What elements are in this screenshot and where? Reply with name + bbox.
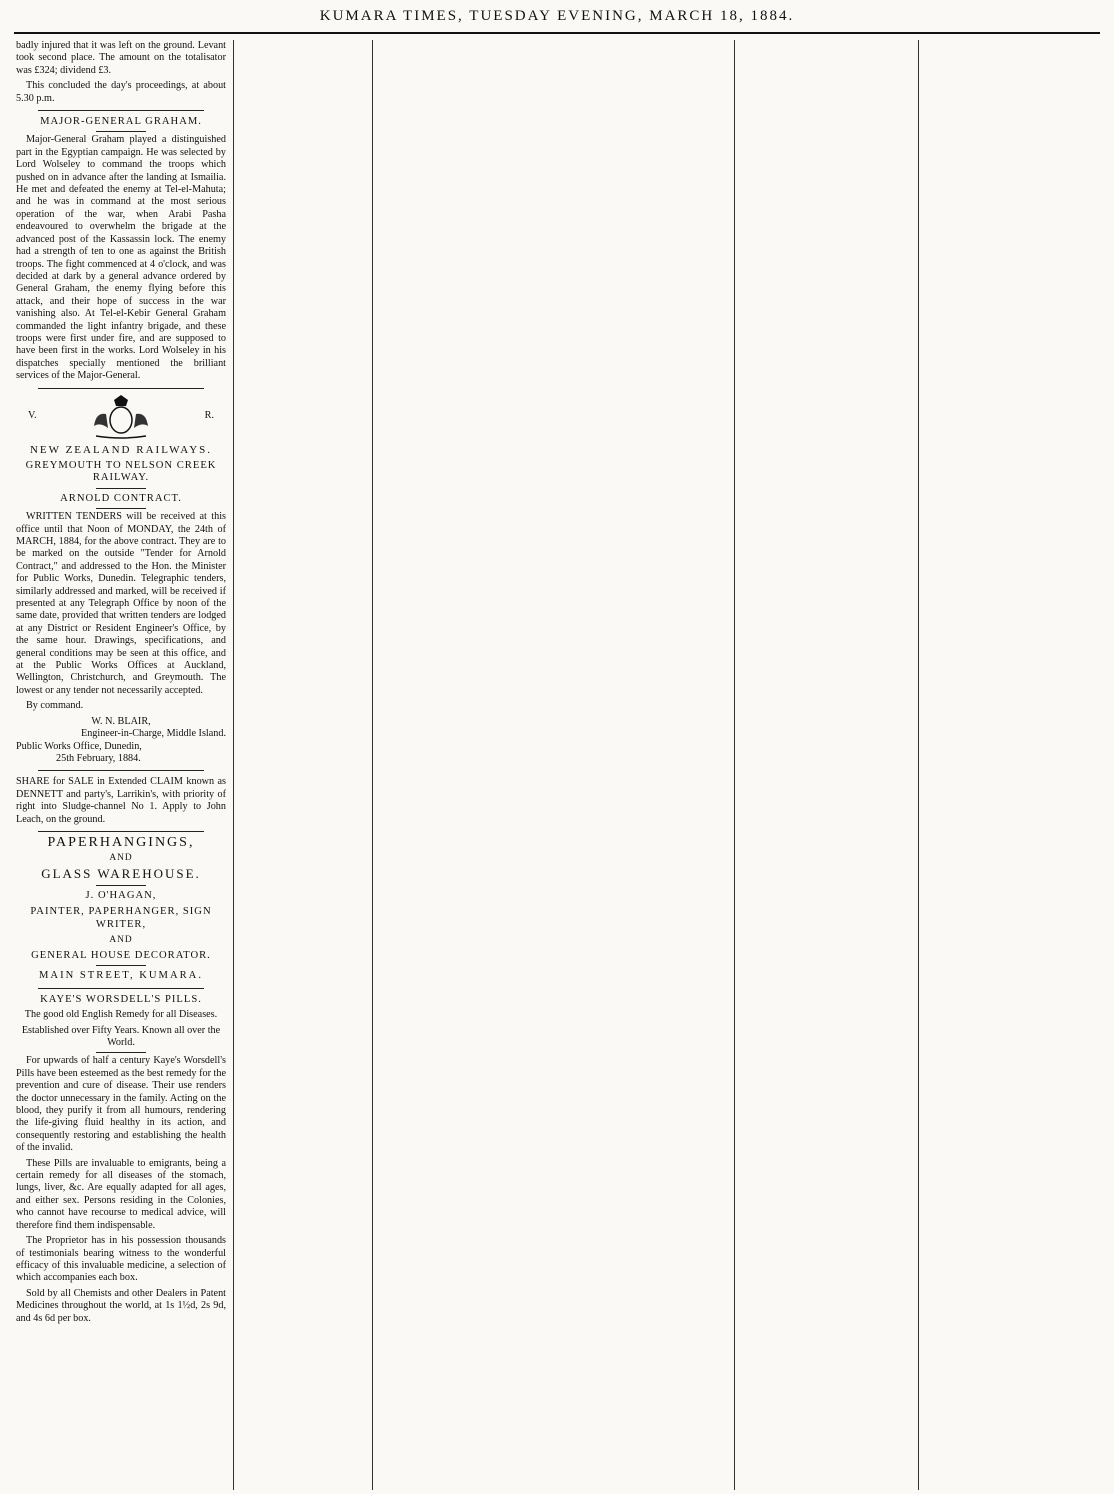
column-1 [16,40,226,1490]
ohagan-role2: GENERAL HOUSE DECORATOR. [31,949,211,961]
kaye-body-3: The Proprietor has in his possession thousands of testimonials bearing witness to the wonderful efficacy of this invaluable medicine, a selection of which accompanies each box. [16,1235,226,1284]
separator [38,770,204,771]
nzr-subtitle: GREYMOUTH TO NELSON CREEK RAILWAY. [25,459,217,484]
kaye-title: KAYE'S WORSDELL'S PILLS. [40,993,202,1005]
nzr-place: Public Works Office, Dunedin, [16,740,142,752]
nzr-date: 25th February, 1884. [56,752,141,764]
nzr-signature-title: Engineer-in-Charge, Middle Island. [80,728,226,740]
ohagan-and: AND [109,934,133,945]
nzr-body: WRITTEN TENDERS will be received at this office until that Noon of MONDAY, the 24th of MARCH, 1884, for the above contract. They are to be marked on the outside "Tender for Arnold Contract," and addressed to the Hon. the Minister for Public Works, Dunedin. Telegraphic tenders, similarly addressed and marked, will be received if presented at any Telegraph Office by noon of the same date, provided that written tenders are lodged at any District or Resident Engineer's Office, by the same hour. Drawings, specifications, and general conditions may be seen at this office, and at the Public Works Offices at Auckland, Wellington, Christchurch, and Greymouth. The lowest or any tender not necessarily accepted. [16,511,226,696]
crest-v: V. [28,410,37,422]
column-divider [372,40,373,1490]
share-sale-ad: SHARE for SALE in Extended CLAIM known as DENNETT and party's, Larrikin's, with priority of right into Sludge-channel No 1. Apply to John Leach, on the ground. [16,776,226,825]
separator [96,508,146,509]
ohagan-role: PAINTER, PAPERHANGER, SIGN WRITER, [30,906,212,930]
column-divider [233,40,234,1490]
ohagan-name: J. O'HAGAN, [85,889,157,901]
kaye-body-4: Sold by all Chemists and other Dealers in Patent Medicines throughout the world, at 1s 1½d, 2s 9d, and 4s 6d per box. [16,1287,226,1324]
separator [96,885,146,886]
separator [96,1052,146,1053]
graham-body: Major-General Graham played a distinguished part in the Egyptian campaign. He was selected by Lord Wolseley to command the troops which pushed on in advance after the landing at Ismailia. He met and defeated the enemy at Tel-el-Mahuta; and he was in command at the most serious operation of the war, when Arabi Pasha endeavoured to overwhelm the brigade at the advanced post of the Kassassin lock. The enemy had a strength of ten to one as against the British troops. The fight commenced at 4 o'clock, and was decided at dark by a general advance ordered by General Graham, the enemy flying before this attack, and their hope of success in the war vanishing also. At Tel-el-Kebir General Graham commanded the light infantry brigade, and these troops were first under fire, and are supposed to have been first in the works. Lord Wolseley in his dispatches specially mentioned the brilliant services of the Major-General. [16,134,226,382]
glass-warehouse-title: GLASS WAREHOUSE. [41,866,201,882]
nzr-by-command: By command. [26,700,84,712]
kaye-subtitle: The good old English Remedy for all Diseases. [24,1009,218,1021]
royal-crest-icon [86,394,156,440]
separator [38,831,204,832]
graham-title: MAJOR-GENERAL GRAHAM. [40,116,202,128]
separator [38,388,204,389]
ohagan-address: MAIN STREET, KUMARA. [39,970,203,982]
separator [96,965,146,966]
nzr-signature: W. N. BLAIR, [91,715,151,727]
separator [96,488,146,489]
race-report-end: badly injured that it was left on the ground. Levant took second place. The amount on the totalisator was £324; dividend £3. [16,40,226,76]
separator [96,131,146,132]
separator [38,988,204,989]
paperhangings-title: PAPERHANGINGS, [47,834,195,850]
kaye-established: Established over Fifty Years. Known all over the World. [21,1024,221,1048]
race-report-conclusion: This concluded the day's proceedings, at about 5.30 p.m. [16,80,226,104]
crest-r: R. [204,410,214,422]
royal-crest-row [16,394,226,440]
separator [38,110,204,111]
column-divider [918,40,919,1490]
kaye-body: For upwards of half a century Kaye's Worsdell's Pills have been esteemed as the best remedy for the prevention and cure of disease. Their use renders the doctor unnecessary in the family. Acting on the blood, they purify it from all humours, rendering the life-giving fluid healthy in its action, and consequently restoring and establishing the health of the invalid. [16,1055,226,1154]
masthead: KUMARA TIMES, TUESDAY EVENING, MARCH 18, 1884. [319,8,795,24]
kaye-body-2: These Pills are invaluable to emigrants, being a certain remedy for all diseases of the stomach, lungs, liver, &c. Are equally adapted for all ages, and either sex. Persons residing in the Colonies, who cannot have recourse to medical advice, will therefore find them indispensable. [16,1157,226,1231]
paperhangings-and: AND [109,853,133,864]
nzr-contract: ARNOLD CONTRACT. [60,492,182,504]
column-divider [734,40,735,1490]
masthead-rule [14,32,1100,34]
nzr-title: NEW ZEALAND RAILWAYS. [29,443,213,456]
